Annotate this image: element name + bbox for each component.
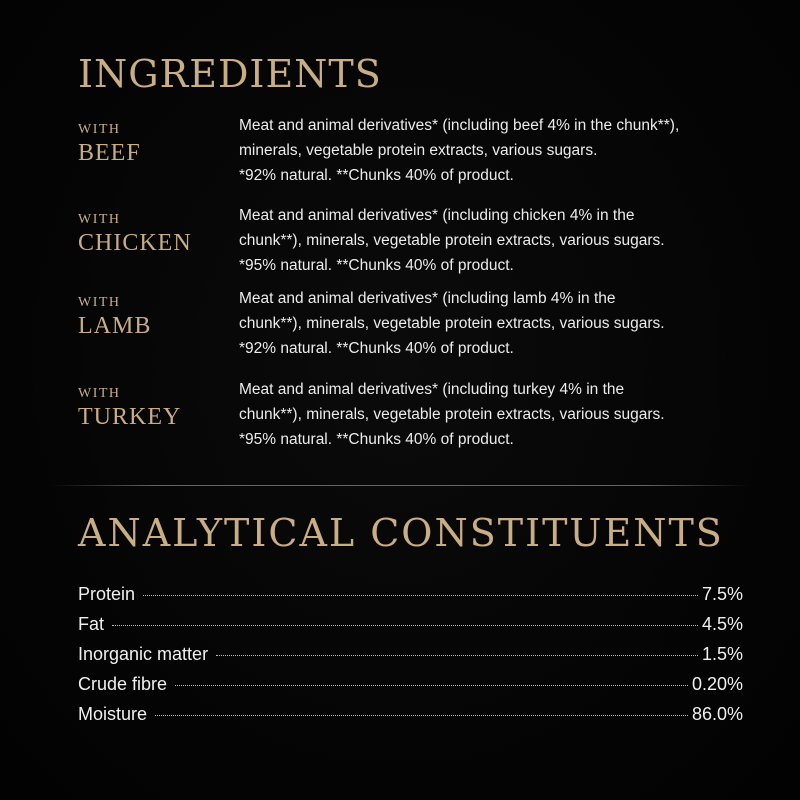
variant-meat-label: CHICKEN bbox=[78, 230, 192, 256]
dot-leader bbox=[112, 625, 698, 626]
constituent-row-moisture bbox=[78, 704, 743, 734]
constituent-row-fat bbox=[78, 614, 743, 644]
ingredient-line: chunk**), minerals, vegetable protein extracts, various sugars. bbox=[239, 406, 665, 423]
constituent-name: Fat bbox=[78, 614, 105, 634]
constituent-value: 4.5% bbox=[701, 614, 743, 634]
variant-meat-label: LAMB bbox=[78, 313, 152, 339]
ingredient-line: Meat and animal derivatives* (including turkey 4% in the bbox=[239, 381, 625, 398]
constituent-value: 1.5% bbox=[701, 644, 743, 664]
ingredient-text bbox=[239, 286, 789, 361]
ingredient-line: *92% natural. **Chunks 40% of product. bbox=[239, 167, 514, 184]
variant-with-label: WITH bbox=[78, 295, 121, 310]
variant-with-label: WITH bbox=[78, 122, 121, 137]
constituent-row-protein bbox=[78, 584, 743, 614]
constituent-name: Crude fibre bbox=[78, 674, 168, 694]
constituent-value: 86.0% bbox=[691, 704, 743, 724]
variant-label bbox=[78, 377, 181, 429]
variant-label bbox=[78, 113, 141, 165]
ingredient-line: minerals, vegetable protein extracts, various sugars. bbox=[239, 142, 598, 159]
variant-label bbox=[78, 203, 192, 255]
ingredient-line: *92% natural. **Chunks 40% of product. bbox=[239, 340, 514, 357]
ingredient-line: Meat and animal derivatives* (including lamb 4% in the bbox=[239, 290, 616, 307]
ingredient-line: *95% natural. **Chunks 40% of product. bbox=[239, 431, 514, 448]
ingredient-line: Meat and animal derivatives* (including chicken 4% in the bbox=[239, 207, 635, 224]
constituent-name: Moisture bbox=[78, 704, 148, 724]
constituent-name: Inorganic matter bbox=[78, 644, 209, 664]
variant-with-label: WITH bbox=[78, 386, 121, 401]
section-divider bbox=[50, 485, 750, 486]
dot-leader bbox=[216, 655, 698, 656]
constituent-name: Protein bbox=[78, 584, 136, 604]
constituent-value: 7.5% bbox=[701, 584, 743, 604]
ingredient-line: Meat and animal derivatives* (including beef 4% in the chunk**), bbox=[239, 117, 680, 134]
variant-meat-label: BEEF bbox=[78, 140, 141, 166]
ingredient-line: chunk**), minerals, vegetable protein extracts, various sugars. bbox=[239, 232, 665, 249]
ingredient-text bbox=[239, 377, 789, 452]
ingredients-title: INGREDIENTS bbox=[78, 52, 382, 96]
ingredient-line: chunk**), minerals, vegetable protein extracts, various sugars. bbox=[239, 315, 665, 332]
constituent-value: 0.20% bbox=[691, 674, 743, 694]
analytical-constituents-title: ANALYTICAL CONSTITUENTS bbox=[78, 511, 724, 555]
constituent-row-crude-fibre bbox=[78, 674, 743, 704]
ingredient-text bbox=[239, 203, 789, 278]
variant-with-label: WITH bbox=[78, 212, 121, 227]
dot-leader bbox=[155, 715, 688, 716]
ingredient-line: *95% natural. **Chunks 40% of product. bbox=[239, 257, 514, 274]
dot-leader bbox=[143, 595, 698, 596]
variant-meat-label: TURKEY bbox=[78, 404, 182, 430]
ingredient-text bbox=[239, 113, 789, 188]
constituent-row-inorganic-matter bbox=[78, 644, 743, 674]
variant-label bbox=[78, 286, 151, 338]
dot-leader bbox=[175, 685, 688, 686]
constituents-list bbox=[78, 584, 743, 734]
